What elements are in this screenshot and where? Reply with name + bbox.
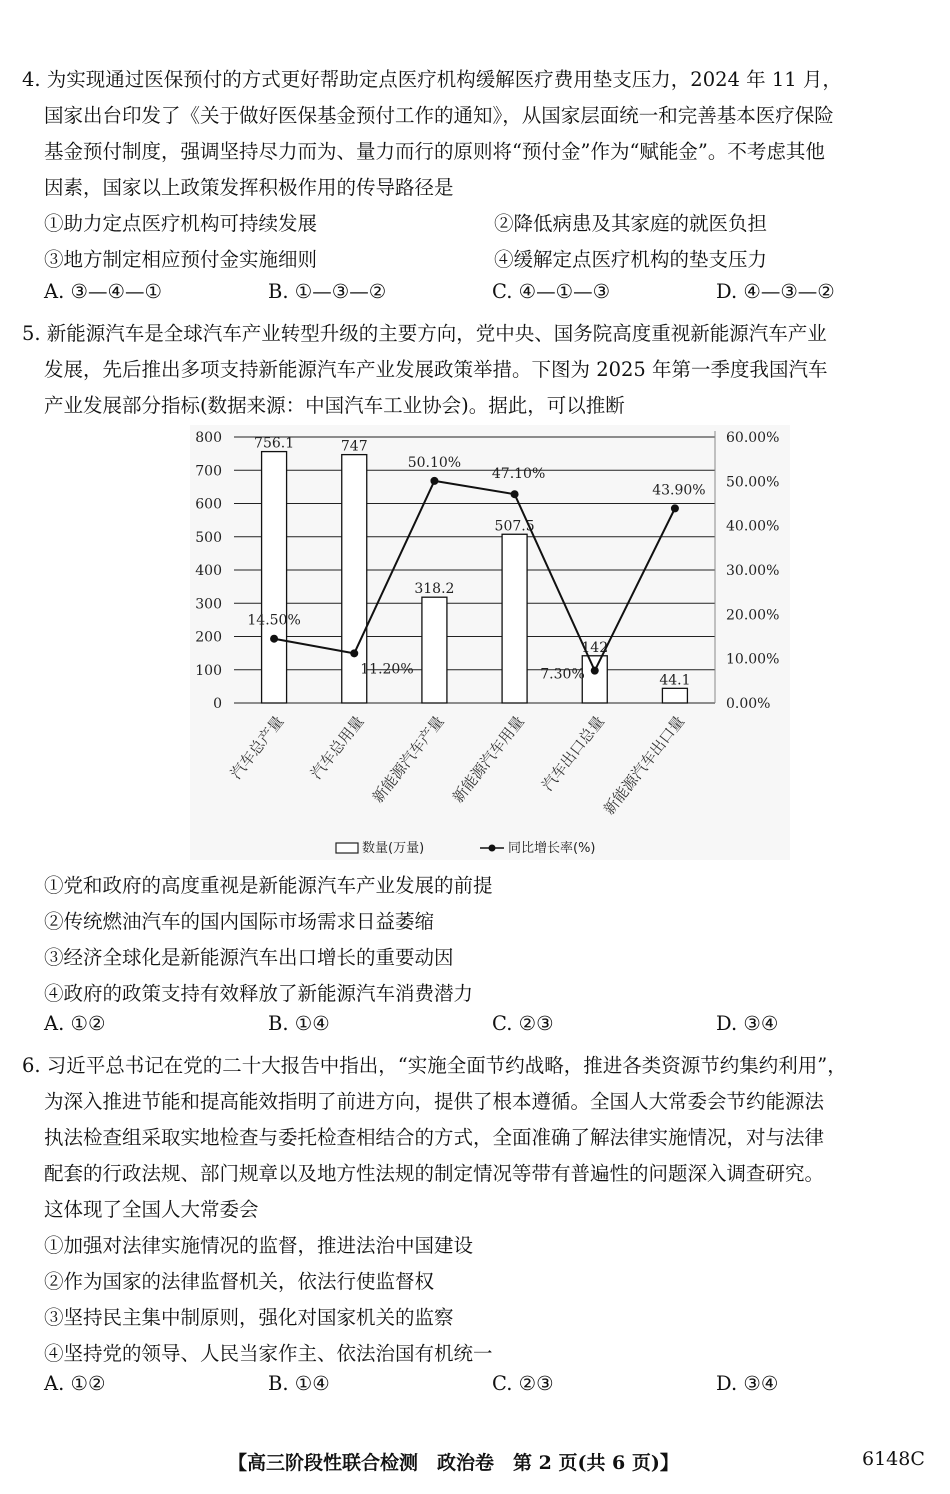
q4-choice-a[interactable]: A. ③—④—① [44, 280, 162, 303]
q4-item-3: ③地方制定相应预付金实施细则 [44, 248, 318, 271]
category-label: 新能源汽车用量 [448, 712, 528, 807]
bar [582, 656, 607, 703]
right-tick-label: 60.00% [726, 430, 780, 446]
q6-choice-b[interactable]: B. ①④ [268, 1372, 330, 1395]
legend-line-marker [489, 845, 496, 852]
left-tick-label: 0 [213, 696, 222, 712]
q4-line: 基金预付制度，强调坚持尽力而为、量力而行的原则将“预付金”作为“赋能金”。不考虑其他 [44, 140, 825, 163]
bar-value-label: 507.5 [494, 518, 535, 535]
q4-choice-b[interactable]: B. ①—③—② [268, 280, 387, 303]
q4-line: 国家出台印发了《关于做好医保基金预付工作的通知》，从国家层面统一和完善基本医疗保险 [44, 104, 834, 127]
category-label: 新能源汽车产量 [368, 712, 448, 807]
footer-title: 【高三阶段性联合检测 政治卷 第 2 页(共 6 页)】 [228, 1452, 679, 1474]
q5-line: 产业发展部分指标(数据来源：中国汽车工业协会)。据此，可以推断 [44, 394, 625, 417]
right-tick-label: 0.00% [726, 696, 771, 712]
bar [502, 534, 527, 703]
q6-choice-a[interactable]: A. ①② [44, 1372, 106, 1395]
q6-line: 这体现了全国人大常委会 [44, 1198, 259, 1221]
q5-line: 5. 新能源汽车是全球汽车产业转型升级的主要方向，党中央、国务院高度重视新能源汽车产业 [22, 322, 827, 345]
growth-value-label: 50.10% [407, 454, 462, 471]
right-tick-label: 20.00% [726, 607, 780, 624]
q5-item-4: ④政府的政策支持有效释放了新能源汽车消费潜力 [44, 982, 474, 1005]
right-tick-label: 50.00% [726, 474, 780, 491]
q6-line: 执法检查组采取实地检查与委托检查相结合的方式，全面准确了解法律实施情况，对与法律 [44, 1126, 825, 1149]
question-4-stem [22, 62, 932, 206]
q4-choice-d[interactable]: D. ④—③—② [716, 280, 835, 303]
growth-point [511, 490, 519, 498]
q5-choice-b[interactable]: B. ①④ [268, 1012, 330, 1035]
left-tick-label: 500 [195, 529, 222, 546]
question-6-items [44, 1228, 924, 1372]
bar [662, 688, 687, 703]
footer-code: 6148C [862, 1448, 925, 1470]
legend-bar-label: 数量(万量) [362, 841, 425, 856]
growth-point [591, 667, 599, 675]
bar [422, 597, 447, 703]
question-6-choices [44, 1372, 934, 1408]
q6-item-2: ②作为国家的法律监督机关，依法行使监督权 [44, 1270, 435, 1293]
q6-line: 为深入推进节能和提高能效指明了前进方向，提供了根本遵循。全国人大常委会节约能源法 [44, 1090, 825, 1113]
q4-item-2: ②降低病患及其家庭的就医负担 [494, 212, 768, 235]
growth-point [350, 649, 358, 657]
left-tick-label: 400 [195, 563, 222, 579]
q6-choice-d[interactable]: D. ③④ [716, 1372, 779, 1395]
left-axis-ticks [195, 430, 222, 712]
bar-value-label: 747 [340, 438, 368, 455]
left-tick-label: 800 [195, 430, 222, 446]
q4-choice-c[interactable]: C. ④—①—③ [492, 280, 611, 303]
bar-value-label: 44.1 [659, 672, 691, 689]
q6-line: 6. 习近平总书记在党的二十大报告中指出，“实施全面节约战略，推进各类资源节约集约利用”， [22, 1054, 847, 1077]
growth-value-label: 14.50% [247, 612, 301, 629]
q4-line: 4. 为实现通过医保预付的方式更好帮助定点医疗机构缓解医疗费用垫支压力，2024 年 11 月， [22, 68, 842, 91]
q5-item-2: ②传统燃油汽车的国内国际市场需求日益萎缩 [44, 910, 435, 933]
right-tick-label: 30.00% [726, 563, 780, 579]
bar-value-label: 318.2 [414, 581, 455, 598]
category-label: 新能源汽车出口量 [599, 712, 689, 819]
growth-point [430, 477, 438, 485]
growth-value-label: 47.10% [491, 466, 546, 483]
question-5-stem [22, 316, 932, 424]
left-tick-label: 600 [195, 496, 222, 513]
q5-choice-c[interactable]: C. ②③ [492, 1012, 554, 1035]
q6-line: 配套的行政法规、部门规章以及地方性法规的制定情况等带有普遍性的问题深入调查研究。 [44, 1162, 825, 1185]
legend-bar-swatch [336, 843, 358, 853]
left-tick-label: 700 [195, 463, 222, 480]
right-tick-label: 40.00% [726, 518, 780, 535]
left-tick-label: 200 [195, 629, 222, 646]
q4-line: 因素，国家以上政策发挥积极作用的传导路径是 [44, 176, 454, 199]
growth-value-label: 43.90% [652, 482, 706, 499]
growth-value-label: 11.20% [360, 661, 414, 678]
category-label: 汽车总用量 [307, 712, 368, 783]
q6-item-3: ③坚持民主集中制原则，强化对国家机关的监察 [44, 1306, 454, 1329]
q6-item-4: ④坚持党的领导、人民当家作主、依法治国有机统一 [44, 1342, 493, 1365]
industry-indicator-chart [190, 425, 790, 860]
left-tick-label: 300 [195, 596, 222, 613]
bar-value-label: 756.1 [254, 435, 295, 452]
q5-choice-d[interactable]: D. ③④ [716, 1012, 779, 1035]
legend-line-label: 同比增长率(%) [508, 841, 596, 856]
question-4-items [44, 206, 924, 278]
bar-value-label: 142 [581, 639, 609, 656]
question-4-choices [44, 280, 934, 316]
growth-value-label: 7.30% [540, 666, 585, 683]
question-5-choices [44, 1012, 934, 1048]
question-6-stem [22, 1048, 932, 1228]
q5-item-1: ①党和政府的高度重视是新能源汽车产业发展的前提 [44, 874, 493, 897]
growth-point [671, 504, 679, 512]
category-label: 汽车总产量 [226, 712, 288, 783]
category-label: 汽车出口总量 [538, 712, 608, 795]
q5-choice-a[interactable]: A. ①② [44, 1012, 106, 1035]
q6-item-1: ①加强对法律实施情况的监督，推进法治中国建设 [44, 1234, 474, 1257]
right-tick-label: 10.00% [726, 651, 780, 668]
q5-item-3: ③经济全球化是新能源汽车出口增长的重要动因 [44, 946, 454, 969]
q6-choice-c[interactable]: C. ②③ [492, 1372, 554, 1395]
q5-line: 发展，先后推出多项支持新能源汽车产业发展政策举措。下图为 2025 年第一季度我国汽车 [44, 358, 828, 381]
q4-item-1: ①助力定点医疗机构可持续发展 [44, 212, 318, 235]
growth-point [270, 635, 278, 643]
bar [262, 452, 287, 703]
question-5-items [44, 868, 924, 1012]
left-tick-label: 100 [195, 662, 222, 679]
q4-item-4: ④缓解定点医疗机构的垫支压力 [494, 248, 768, 271]
